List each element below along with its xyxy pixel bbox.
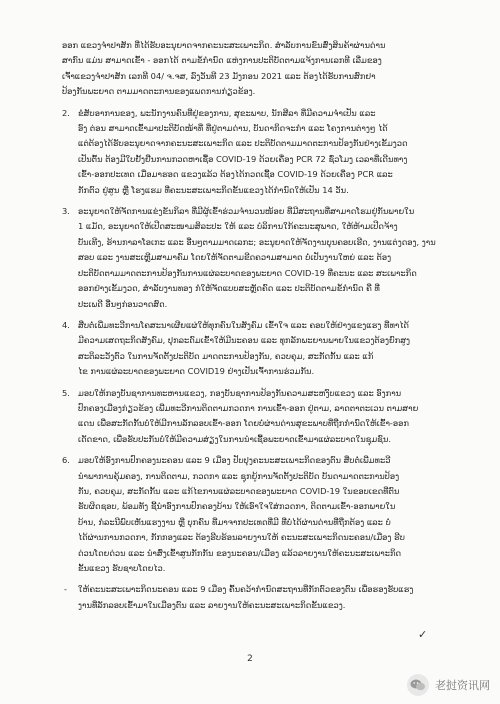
page-number: 2 [247,654,253,664]
list-item-6 [62,453,448,576]
text-line: ສະຕິລະວັງຕົວ ໃນການຈັດຕັ້ງປະຕິບັດ ມາດຕະການປ້ອງກັນ, ຄວບຄຸມ, ສະກັດກັ້ນ ແລະ ແກ້ [78,350,374,361]
watermark [407,674,490,696]
text-line: ມອບໃຫ້ອົງການປົກຄອງນະຄອນ ແລະ 9 ເມືອງ ປັບປຸງຄະນະສະເພາະກິດຂອງຕົນ ສືບຕໍ່ເພີ່ມທະວີ [78,455,391,466]
dash-list-item [62,582,448,613]
text-line: ປະຕິບັດຕາມມາດຕະການປ້ອງກັນການແຜ່ລະບາດຂອງພະຍາດ COVID-19 ທີ່ຄະນະ ແລະ ສະເພາະກິດ [78,267,417,278]
text-line: 1 ແມັດ, ອະນຸຍາດໃຫ້ເປີດສະໜາມສິລະປະ ໃຫ້ ແລະ ບໍລິການໃກ້ຄະນະສຸພາດ, ໃຫ້ຫ້າມເປີດຈ້າງ [78,221,398,232]
text-line: ຮັບຜິດຊອບ, ພ້ອມທັງ ຊີ້ນຳອົງການປົກຄອງບ້ານ ໃຫ້ເອົາໃຈໃສ່ກວດກາ, ຕິດຕາມເຂົ້າ-ອອກພາຍໃນ [78,501,396,512]
text-line: ສືບຕໍ່ເພີ່ມທະວີການໂຄສະນາເຜີຍແຜ່ໃຫ້ທຸກຄົນໃນສັງຄົມ ເຂົ້າໃຈ ແລະ ຄອບໃຫ້ຢ່າງແຂງແຮງ ທີ່ທາໄດ້ [78,319,409,330]
item-number: 2. [62,107,70,118]
list-item-5 [62,386,448,448]
text-line: ມີຄວາມເສດຖະກິດສັງຄົມ, ປຸກລະດົມເຂົ້າໃຫ້ມີນະຄອນ ແລະ ທຸກລັກພະຍານພາຍໃນແຂວງຕ້ອງຍົກສູງ [78,335,411,346]
text-line: ອົງ ຕ່ອນ ສາມາດເຂົ້າມາປະຕິບັດໜ້າທີ່ ທີ່ຢູ່ຕາມດ່ານ, ບັນດາກິດຈະກຳ ແລະ ໂຄງການຕ່າງໆ ໄດ້ [78,123,388,134]
text-line: ສອບ ແລະ ງານສະເຫຼີມສາມາຄົມ ໂດຍໃຫ້ຈັດຕາມຂີດຄວາມສາມາດ ບໍ່ເປັນງານໃຫຍ່ ແລະ ຕ້ອງ [78,252,392,263]
text-line: ສາກົນ ແມ່ນ ສາມາດເຂົ້າ - ອອກໄດ້ ຕາມຂໍ້ກຳນົດ ແຫ່ງການປະຕິບັດຕາມແຈ້ງການເລກທີ ເລີ່ມຂອງ [62,55,382,66]
text-line: ມອບໃຫ້ກອງບັນຊາການທະຫານແຂວງ, ກອງບັນຊາການປ້ອງກັນຄວາມສະຫງົບແຂວງ ແລະ ອົງການ [78,387,402,398]
text-line: ບ້ານ, ກໍລະນີພົບເຫັນແຮງງານ ຫຼື ບຸກຄົນ ທີ່ມາຈາກປະເທດທີ່ມີ ທີ່ບໍ່ໄດ້ຜ່ານດ່ານທີ່ຖືກຕ້ອງ ແລະ ບໍ່ [78,516,391,527]
list-item-2 [62,106,448,198]
text-line: ປະເພດີ ອື່ນໆກ່ອນວາດສົດ. [78,298,168,309]
wechat-icon [407,674,429,696]
item-number: 6. [62,455,70,466]
text-line: ເປັນຕົ້ນ ຕ້ອງມີໃບຢັ້ງຢືນການກວດຫາເຊື້ອ COVID-19 ດ້ວຍເຄື່ອງ PCR 72 ຊົ່ວໂມງ ເວລາທີ່ເດີນທາງ [78,153,408,164]
text-line: ຂໍສັບອາການຂອງ, ພະນັກງານຄົນທີ່ຢູ່ຂອງການ, ສຸຂະພາບ, ນັກສີລາ ທີ່ມີຄວາມຈຳເປັນ ແລະ [78,107,376,118]
text-line: ແດນ ເພື່ອສະກັດກັ້ນບໍ່ໃຫ້ມີການລັກລອບເຂົ້າ-ອອກ ໂດຍບໍ່ຜ່ານດ່ານສຸຂະພາບທີ່ຖືກກຳນົດໃຫ້ເຂົ້າ-ອອກ [78,418,409,429]
intro-paragraph [62,38,448,100]
watermark-text: 老挝资讯网 [435,679,490,692]
text-line: ແຕ່ຕ້ອງໄດ້ຮັບອະນຸຍາດຈາກຄະນະສະເພາະກິດ ແລະ ປະຕິບັດຕາມມາດຕະການປ້ອງກັນຢ່າງເຂັ້ມງວດ [78,138,408,149]
text-line: ດ່ວນໂດຍດ່ວນ ແລະ ນຳສົ່ງເຂົ້າສູນກັກກັນ ຂອງນະຄອນ/ເມືອງ ແລ້ວລາຍງານໃຫ້ຄະນະສະເພາະກິດ [78,547,402,558]
text-line: ກັກຕົວ ຢູ່ສູນ ຫຼື ໂຮງແຮມ ທີ່ຄະນະສະເພາະກິດຂັ້ນແຂວງໄດ້ກຳນົດໃຫ້ເປັນ 14 ວັນ. [78,184,349,195]
text-line: ນຳພາການຄຸ້ມຄອງ, ການຕິດຕາມ, ກວດກາ ແລະ ຊຸກຍູ້ການຈັດຕັ້ງປະຕິບັດ ບັນດາມາດຕະການປ້ອງ [78,470,400,481]
text-line: ຂັ້ນແຂວງ ຮັບຊາບໂດຍໄວ. [78,563,166,573]
text-line: ອອກຢ່າງເຂັ້ມງວດ, ສຳລັບງານທອງ ກໍໃຫ້ຈັດແບບສະຫຼັດຄົດ ແລະ ປະຕິບັດຕາມຂໍ້ກຳນົດ ຄື ທີ່ [78,283,380,294]
item-number: 5. [62,387,70,398]
text-line: ເຂົ້າ-ອອກປະເທດ ເມື່ອມາຮອດ ແຂວງແລ້ວ ຕ້ອງໄດ້ກວດເຊື້ອ COVID-19 ດ້ວຍເຄື່ອງ PCR ແລະ [78,169,393,180]
text-line: ງານທີ່ລັກລອບເຂົ້າມາໃນເມືອງຕົນ ແລະ ລາຍງານໃຫ້ຄະນະສະເພາະກິດຂັ້ນແຂວງ. [78,599,346,610]
text-line: ເຈົ້າແຂວງຈຳປາສັກ ເລກທີ 04/ ຈ.ຈສ, ລົງວັນທີ 23 ມັງກອນ 2021 ແລະ ຕ້ອງໄດ້ຮັບການສົກຢາ [62,70,376,81]
text-line: ອອກ ແຂວງຈຳປາສັກ ທີ່ໄດ້ຮັບອະນຸຍາດຈາກຄະນະສະເພາະກິດ. ສຳລັບການຂົນສົ່ງສິນຄ້າຜ່ານດ່ານ [62,40,386,50]
text-line: ບັນເທີງ, ຮ້ານກາລາໂອເກະ ແລະ ອື່ນໆຕາມມາດເລກະ; ອະນຸຍາດໃຫ້ຈັດງານບຸນຄອບເຮີດ, ງານແຕ່ງດອງ, ງານ [78,236,436,247]
text-line: ປ້ອງກັນພະຍາດ ຕາມມາດຕະການຂອງແພດການກ່ຽວຂ້ອງ. [62,86,256,97]
text-line: ໄດ້ຜ່ານການກວດກາ, ກັກກອງແລະ ຕ້ອງຮີບຮ້ອນລາຍງານໃຫ້ ຄະນະສະເພາະກິດນະຄອນ/ເມືອງ ຮີບ [78,532,405,543]
item-number: 3. [62,206,70,217]
list-item-3 [62,204,448,312]
item-number: 4. [62,319,70,330]
text-line: ປົກຄອງເມືອງກ່ຽວຂ້ອງ ເພີ່ມທະວີການຕິດຕາມກວດກາ ການເຂົ້າ-ອອກ ຢູ່ຕາມ, ລາດຕາຕະເວນ ຕາມສາຍ [78,402,419,413]
text-line: ໄຂ ການແຜ່ລະບາດຂອງພະຍາດ COVID19 ຢ່າງເປັນເຈົ້າການຮ່ວມກັນ. [78,366,315,377]
list-item-4 [62,318,448,380]
text-line: ກັນ, ຄວບຄຸມ, ສະກັດກັ້ນ ແລະ ແກ້ໄຂການແຜ່ລະບາດຂອງພະຍາດ COVID-19 ໃນຂອບເຂດທີ່ຕົນ [78,485,400,496]
text-line: ອະນຸຍາດໃຫ້ຈັດການແຂ່ງຂັນກິລາ ທີ່ມີຜູ້ເຂົ້າຮ່ວມຈຳນວນໜ້ອຍ ທີ່ມີສະຖານທີ່ສາມາດໂຮມຢູ່ກັນພາຍໃນ [78,206,415,217]
text-line: ໃຫ້ຄະນະສະເພາະກິດນະຄອນ ແລະ 9 ເມືອງ ຄົ້ນຄວ້າກຳນົດສະຖານທີ່ກັກຕົວຂອງຕົນ ເພື່ອຮອງຮັບແຮງ [78,584,414,595]
text-line: ເດັດຂາດ, ເພື່ອຮັບປະກັນບໍ່ໃຫ້ມີຄວາມສ່ຽງໃນການນຳເຊື້ອພະຍາດເຂົ້າມາແຜ່ລະບາດໃນຊຸມຊົນ. [78,433,391,444]
dash-mark: - [64,584,67,595]
signature-mark: ✓ [418,628,428,641]
